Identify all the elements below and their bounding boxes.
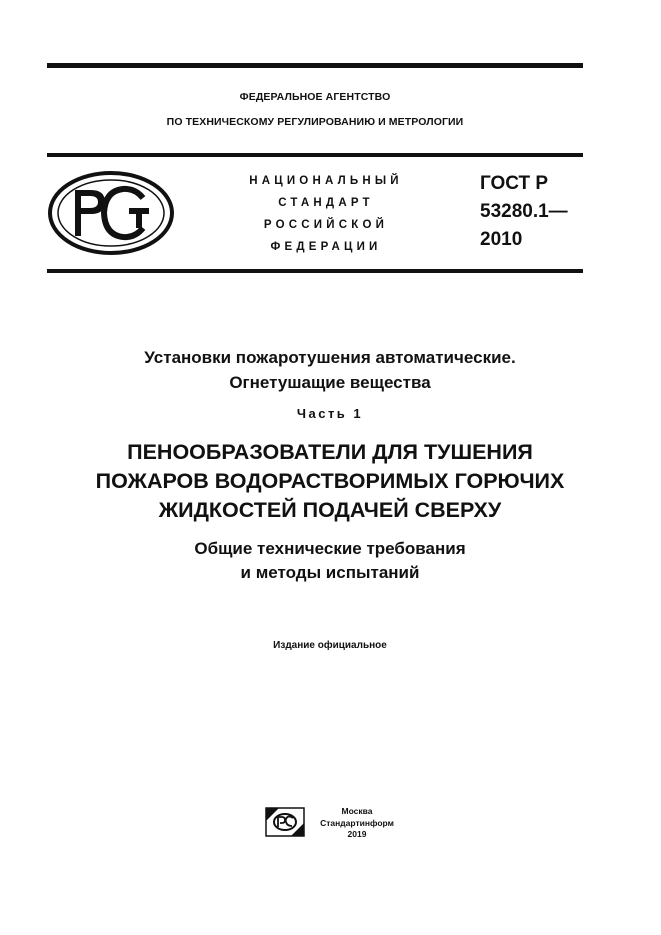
title-line2: Огнетушащие вещества xyxy=(229,373,431,392)
national-standard-line2: СТАНДАРТ xyxy=(278,197,374,209)
main-title-line2: ПОЖАРОВ ВОДОРАСТВОРИМЫХ ГОРЮЧИХ xyxy=(95,469,565,493)
main-title-line1: ПЕНООБРАЗОВАТЕЛИ ДЛЯ ТУШЕНИЯ xyxy=(127,440,533,464)
title-line1: Установки пожаротушения автоматические. xyxy=(144,348,516,367)
designation-line2: 53280.1— xyxy=(480,201,568,222)
header-rule xyxy=(47,153,583,157)
subtitle-line1: Общие технические требования xyxy=(194,539,466,558)
top-rule xyxy=(47,63,583,68)
national-standard-line4: ФЕДЕРАЦИИ xyxy=(270,241,382,253)
part-label: Часть 1 xyxy=(296,406,364,421)
agency-name-line2: ПО ТЕХНИЧЕСКОМУ РЕГУЛИРОВАНИЮ И МЕТРОЛОГИИ xyxy=(166,116,464,128)
edition-label: Издание официальное xyxy=(273,640,387,651)
agency-name-line1: ФЕДЕРАЛЬНОЕ АГЕНТСТВО xyxy=(239,91,391,103)
national-standard-label xyxy=(226,170,426,258)
designation-line3: 2010 xyxy=(480,229,523,250)
publisher-info xyxy=(310,806,404,841)
rst-logo-icon xyxy=(47,170,175,256)
header-bottom-rule xyxy=(47,269,583,273)
publisher-name: Стандартинформ xyxy=(320,817,394,828)
subtitle-line2: и методы испытаний xyxy=(240,563,420,582)
document-title-main xyxy=(47,438,613,525)
designation-line1: ГОСТ Р xyxy=(480,173,549,194)
standard-designation xyxy=(480,170,590,254)
publisher-city: Москва xyxy=(341,806,373,816)
main-title-line3: ЖИДКОСТЕЙ ПОДАЧЕЙ СВЕРХУ xyxy=(158,498,502,522)
document-title-general xyxy=(47,345,613,395)
document-subtitle xyxy=(47,537,613,585)
publication-year: 2019 xyxy=(347,829,367,839)
national-standard-line1: НАЦИОНАЛЬНЫЙ xyxy=(249,175,403,187)
national-standard-line3: РОССИЙСКОЙ xyxy=(263,219,389,231)
standartinform-logo-icon xyxy=(265,807,305,837)
